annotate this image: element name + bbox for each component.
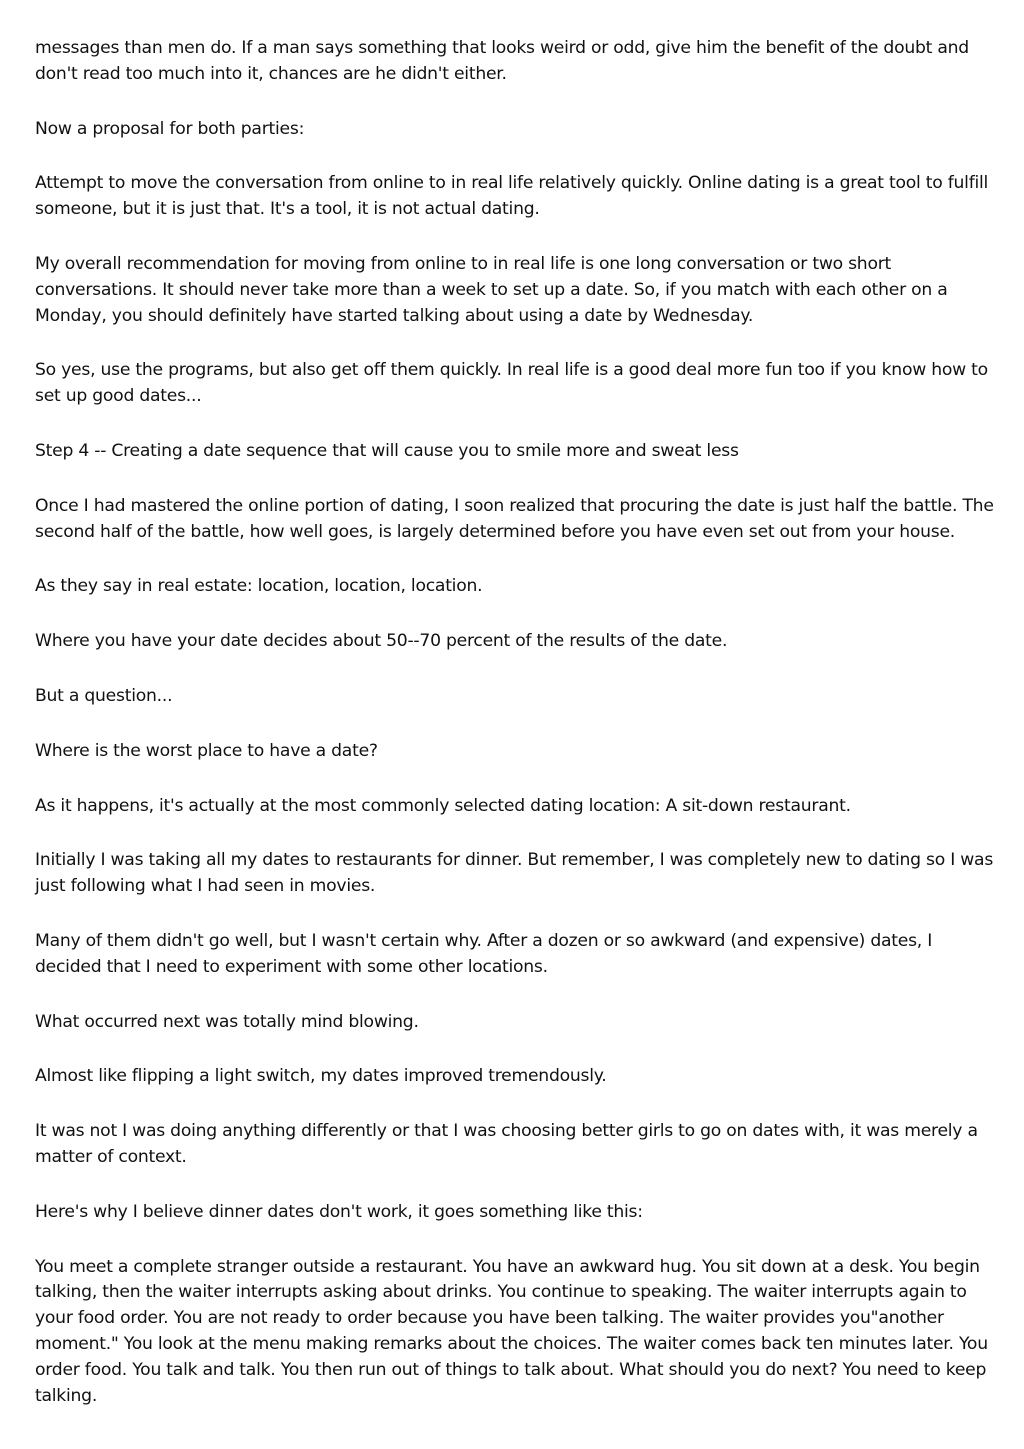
paragraph: But a question...: [35, 685, 173, 706]
paragraph: Where is the worst place to have a date?: [35, 740, 378, 761]
paragraph: messages than men do. If a man says something that looks weird or odd, give him the benefit of the doubt and don't read too much into it, chances are he didn't either.: [35, 38, 969, 84]
paragraph: As they say in real estate: location, location, location.: [35, 576, 483, 597]
paragraph: Here's why I believe dinner dates don't work, it goes something like this:: [35, 1201, 643, 1222]
section-heading: Step 4 -- Creating a date sequence that will cause you to smile more and sweat less: [35, 440, 739, 461]
paragraph: As it happens, it's actually at the most commonly selected dating location: A sit-down restaurant.: [35, 795, 851, 816]
paragraph: It was not I was doing anything differently or that I was choosing better girls to go on dates with, it was merely a matter of context.: [35, 1121, 978, 1167]
paragraph: My overall recommendation for moving from online to in real life is one long conversation or two short conversations. It should never take more than a week to set up a date. So, if you match with each other on a Monday, you should definitely have started talking about using a date by Wednesday.: [35, 253, 948, 326]
paragraph: Once I had mastered the online portion of dating, I soon realized that procuring the date is just half the battle. The second half of the battle, how well goes, is largely determined before you have even set out from your house.: [35, 495, 994, 542]
paragraph: Many of them didn't go well, but I wasn't certain why. After a dozen or so awkward (and expensive) dates, I decided that I need to experiment with some other locations.: [35, 930, 933, 977]
paragraph: Where you have your date decides about 50--70 percent of the results of the date.: [35, 631, 728, 652]
paragraph: Almost like flipping a light switch, my dates improved tremendously.: [35, 1066, 607, 1087]
paragraph: Attempt to move the conversation from online to in real life relatively quickly. Online dating is a great tool to fulfill someone, but it is just that. It's a tool, it is not actual dating.: [35, 173, 989, 220]
paragraph: Now a proposal for both parties:: [35, 118, 305, 139]
document-page: [35, 36, 995, 1438]
paragraph: So yes, use the programs, but also get off them quickly. In real life is a good deal more fun too if you know how to set up good dates...: [35, 360, 988, 407]
paragraph: What occurred next was totally mind blowing.: [35, 1011, 419, 1032]
paragraph: You meet a complete stranger outside a restaurant. You have an awkward hug. You sit down at a desk. You begin talking, then the waiter interrupts asking about drinks. You continue to speaking. The waiter interrupts again to your food order. You are not ready to order because you have been talking. The waiter provides you"another moment." You look at the menu making remarks about the choices. The waiter comes back ten minutes later. You order food. You talk and talk. You then run out of things to talk about. What should you do next? You need to keep talking.: [35, 1256, 988, 1406]
paragraph: Initially I was taking all my dates to restaurants for dinner. But remember, I was completely new to dating so I was just following what I had seen in movies.: [35, 850, 994, 897]
